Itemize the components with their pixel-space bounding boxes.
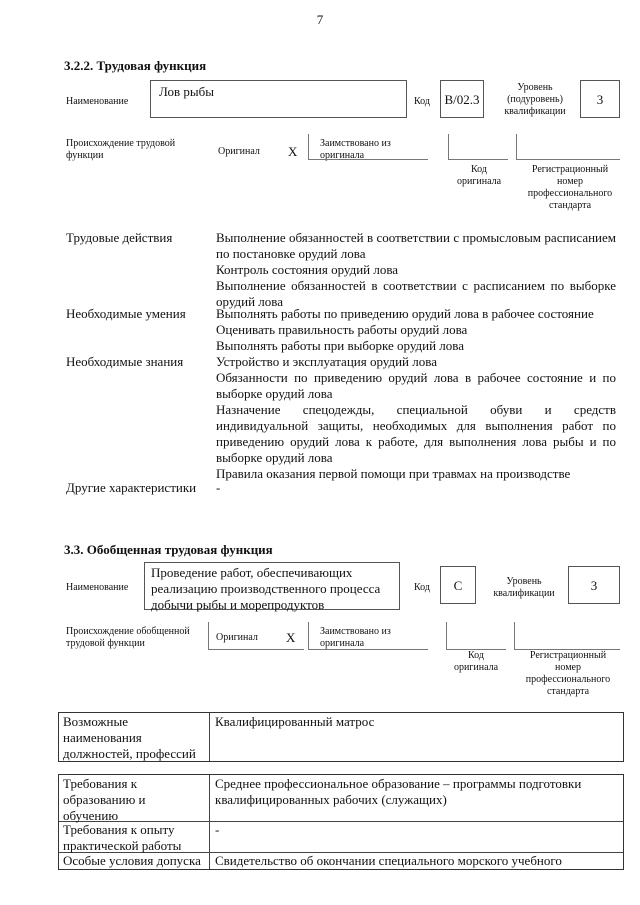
action-item: Контроль состояния орудий лова: [216, 262, 399, 277]
actions-list: [216, 230, 616, 310]
experience-label: Требования к опыту практической работы: [63, 822, 182, 853]
reg-num-cell: [516, 134, 620, 160]
orig-code-label: Код оригинала: [456, 164, 502, 187]
knowledge-list: [216, 354, 616, 482]
page-number: 7: [316, 12, 324, 27]
name-value-2: Проведение работ, обеспечивающих реализацию производственного процесса добычи рыбы и морепродуктов: [151, 565, 381, 612]
experience-value: -: [215, 822, 220, 837]
level-field-2: [568, 566, 620, 604]
original-cell-2: [208, 622, 304, 650]
code-field: [440, 80, 484, 118]
action-item: Выполнение обязанностей в соответствии с расписанием по выборке орудий лова: [216, 278, 616, 309]
action-item: Выполнение обязанностей в соответствии с промысловым расписанием по постановке орудий лова: [216, 230, 616, 261]
skill-item: Оценивать правильность работы орудий лова: [216, 322, 468, 337]
level-label-2: Уровень квалификации: [493, 576, 555, 599]
orig-code-cell: [448, 134, 508, 160]
positions-value: Квалифицированный матрос: [215, 714, 375, 729]
skills-label: Необходимые умения: [66, 306, 186, 321]
borrowed-cell-2: [308, 622, 428, 650]
code-label-2: Код: [414, 582, 430, 593]
other-value: -: [216, 480, 221, 495]
name-field: [150, 80, 407, 118]
code-value: B/02.3: [444, 92, 480, 107]
knowledge-item: Устройство и эксплуатация орудий лова: [216, 354, 437, 369]
other-label: Другие характеристики: [66, 480, 197, 495]
borrowed-label: Заимствовано из оригинала: [320, 138, 391, 161]
name-label-2: Наименование: [66, 582, 129, 593]
reg-num-cell-2: [514, 622, 620, 650]
orig-code-cell-2: [446, 622, 506, 650]
skill-item: Выполнять работы при выборке орудий лова: [216, 338, 465, 353]
skills-list: [216, 306, 616, 354]
level-field: [580, 80, 620, 118]
orig-code-label-2: Код оригинала: [453, 650, 499, 673]
section-heading-3-3: 3.3. Обобщенная трудовая функция: [64, 542, 273, 557]
original-label: Оригинал: [218, 146, 260, 157]
origin-label-2: Происхождение обобщенной трудовой функции: [66, 626, 190, 649]
name-label: Наименование: [66, 96, 129, 107]
knowledge-label: Необходимые знания: [66, 354, 184, 369]
level-value: 3: [596, 92, 604, 107]
section-heading-3-2-2: 3.2.2. Трудовая функция: [64, 58, 207, 73]
original-mark-2: X: [286, 630, 296, 645]
actions-label: Трудовые действия: [66, 230, 173, 245]
borrowed-label-2: Заимствовано из оригинала: [320, 626, 391, 649]
original-divider: [308, 134, 428, 160]
code-value-2: C: [453, 578, 463, 593]
name-field-2: [144, 562, 400, 610]
level-value-2: 3: [590, 578, 598, 593]
conditions-label: Особые условия допуска: [63, 853, 201, 868]
skill-item: Выполнять работы по приведению орудий лова в рабочее состояние: [216, 306, 594, 321]
education-value: Среднее профессиональное образование – программы подготовки квалифицированных рабочих (служащих): [215, 776, 582, 807]
code-label: Код: [414, 96, 430, 107]
knowledge-item: Правила оказания первой помощи при травмах на производстве: [216, 466, 571, 481]
conditions-value: Свидетельство об окончании специального морского учебного: [215, 853, 562, 868]
requirements-table: [58, 774, 624, 870]
knowledge-item: Назначение спецодежды, специальной обуви и средств индивидуальной защиты, необходимых для выполнения работ по приведению орудий лова к работе, для выполнения лова рыбы и по выборке орудий лова: [216, 402, 616, 465]
positions-label: Возможные наименования должностей, профессий: [63, 714, 196, 761]
knowledge-item: Обязанности по приведению орудий лова в рабочее состояние и по выборке орудий лова: [216, 370, 616, 401]
reg-num-label: Регистрационный номер профессионального стандарта: [527, 164, 613, 211]
name-value: Лов рыбы: [159, 84, 214, 99]
original-label-2: Оригинал: [216, 632, 258, 643]
positions-table: [58, 712, 624, 762]
reg-num-label-2: Регистрационный номер профессионального стандарта: [525, 650, 611, 697]
original-mark: X: [288, 144, 298, 159]
education-label: Требования к образованию и обучению: [63, 776, 146, 823]
code-field-2: [440, 566, 476, 604]
level-label: Уровень (подуровень) квалификации: [504, 82, 566, 117]
origin-label: Происхождение трудовой функции: [66, 138, 176, 161]
